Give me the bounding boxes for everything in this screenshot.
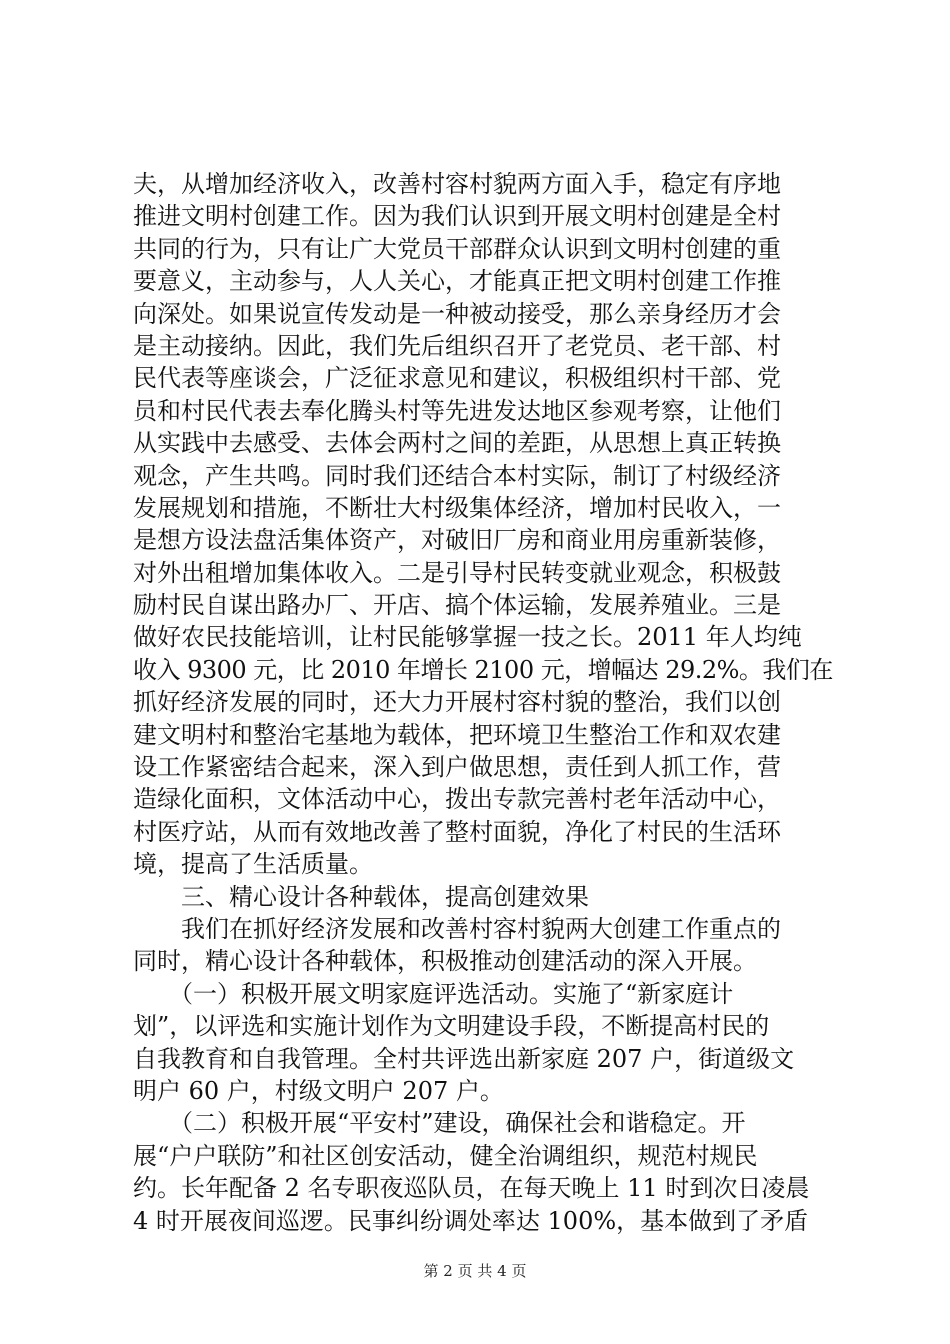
text-line: 夫，从增加经济收入，改善村容村貌两方面入手，稳定有序地: [133, 170, 781, 198]
body-text: [133, 168, 833, 1237]
text-line: 观念，产生共鸣。同时我们还结合本村实际，制订了村级经济: [133, 461, 781, 490]
text-line: 共同的行为，只有让广大党员干部群众认识到文明村创建的重: [133, 234, 781, 263]
text-line: 是主动接纳。因此，我们先后组织召开了老党员、老干部、村: [133, 331, 781, 360]
text-line: 对外出租增加集体收入。二是引导村民转变就业观念，积极鼓: [133, 558, 781, 587]
text-line: 约。长年配备 2 名专职夜巡队员，在每天晚上 11 时到次日凌晨: [133, 1174, 810, 1203]
text-line: 村医疗站，从而有效地改善了整村面貌，净化了村民的生活环: [133, 817, 781, 846]
text-line: （一）积极开展文明家庭评选活动。实施了“新家庭计: [133, 979, 734, 1008]
text-line: 明户 60 户，村级文明户 207 户。: [133, 1076, 504, 1105]
text-line: 4 时开展夜间巡逻。民事纠纷调处率达 100%，基本做到了矛盾: [133, 1206, 809, 1235]
text-line: （二）积极开展“平安村”建设，确保社会和谐稳定。开: [133, 1109, 746, 1138]
text-line: 造绿化面积，文体活动中心，拨出专款完善村老年活动中心，: [133, 785, 781, 814]
text-line: 要意义，主动参与，人人关心，才能真正把文明村创建工作推: [133, 267, 781, 296]
text-line: 划”，以评选和实施计划作为文明建设手段，不断提高村民的: [133, 1012, 770, 1041]
text-line: 建文明村和整治宅基地为载体，把环境卫生整治工作和双农建: [133, 720, 781, 749]
text-line: 发展规划和措施，不断壮大村级集体经济，增加村民收入，一: [133, 493, 781, 522]
text-line: 推进文明村创建工作。因为我们认识到开展文明村创建是全村: [133, 202, 781, 231]
text-line: 收入 9300 元，比 2010 年增长 2100 元，增幅达 29.2%。我们在: [133, 655, 833, 684]
text-line: 从实践中去感受、去体会两村之间的差距，从思想上真正转换: [133, 429, 781, 458]
text-line: 是想方设法盘活集体资产，对破旧厂房和商业用房重新装修，: [133, 526, 781, 555]
text-line: 向深处。如果说宣传发动是一种被动接受，那么亲身经历才会: [133, 299, 781, 328]
text-line: 自我教育和自我管理。全村共评选出新家庭 207 户，街道级文: [133, 1044, 795, 1073]
text-line: 境，提高了生活质量。: [133, 850, 373, 879]
text-line: 抓好经济发展的同时，还大力开展村容村貌的整治，我们以创: [133, 688, 781, 717]
text-line: 员和村民代表去奉化腾头村等先进发达地区参观考察，让他们: [133, 396, 781, 425]
text-line: 做好农民技能培训，让村民能够掌握一技之长。2011 年人均纯: [133, 623, 802, 652]
text-line: 同时，精心设计各种载体，积极推动创建活动的深入开展。: [133, 947, 757, 976]
text-line: 设工作紧密结合起来，深入到户做思想，责任到人抓工作，营: [133, 753, 781, 782]
page-footer: 第 2 页 共 4 页: [423, 1262, 527, 1280]
text-line: 三、精心设计各种载体，提高创建效果: [133, 882, 589, 911]
text-line: 民代表等座谈会，广泛征求意见和建议，积极组织村干部、党: [133, 364, 781, 393]
text-line: 我们在抓好经济发展和改善村容村貌两大创建工作重点的: [133, 914, 781, 943]
text-line: 励村民自谋出路办厂、开店、搞个体运输，发展养殖业。三是: [133, 591, 781, 620]
text-line: 展“户户联防”和社区创安活动，健全治调组织，规范村规民: [133, 1141, 758, 1170]
